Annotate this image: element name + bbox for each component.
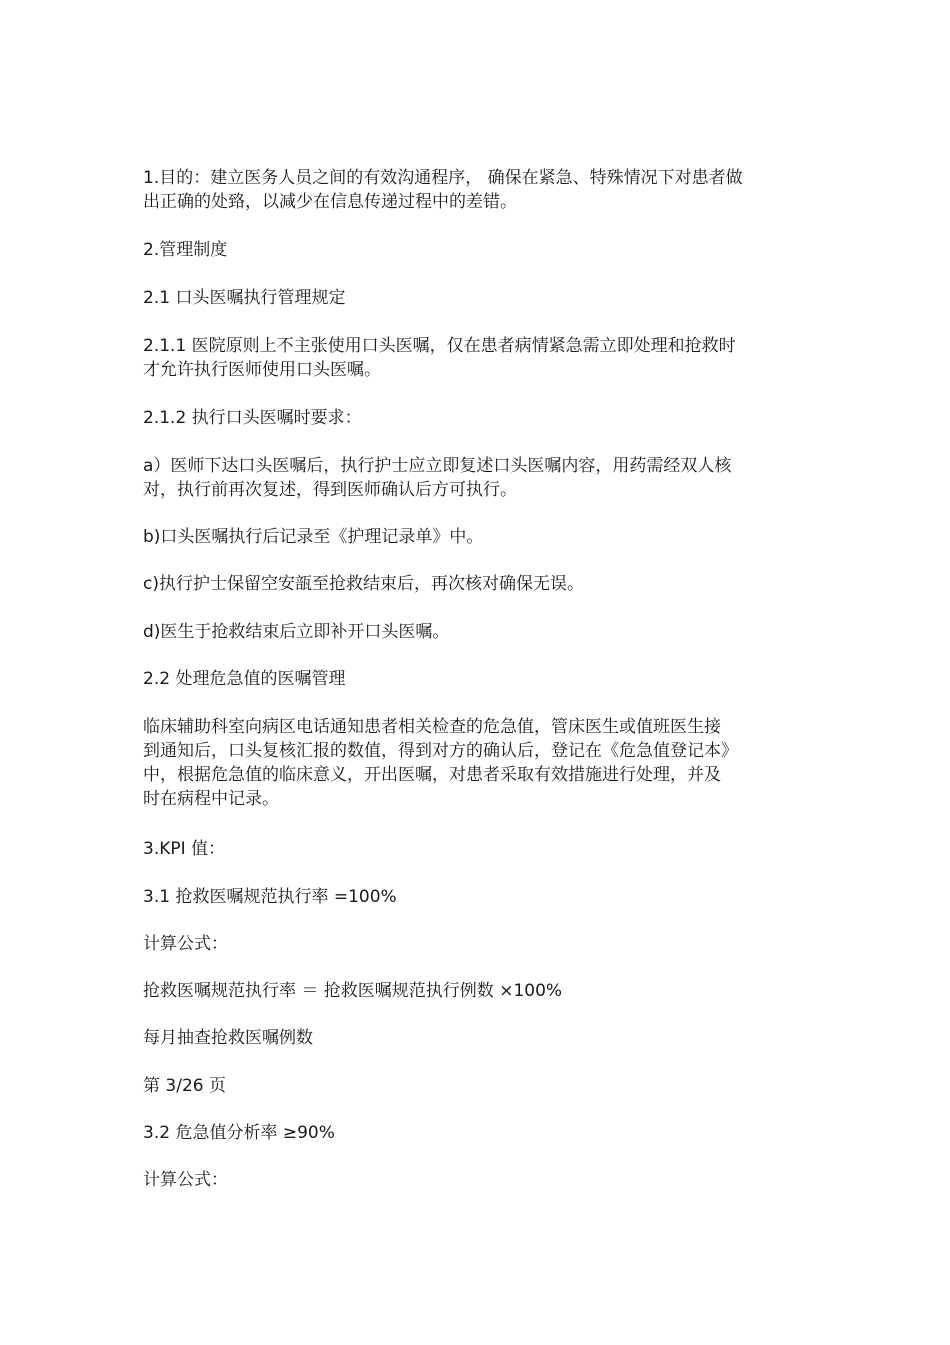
kpi-3-2: 3.2 危急值分析率 ≥90% <box>143 1123 335 1143</box>
subsection-heading-critical-values: 2.2 处理危急值的医嘱管理 <box>143 669 346 689</box>
section-heading-management: 2.管理制度 <box>143 240 228 260</box>
formula-denominator: 每月抽查抢救医嘱例数 <box>143 1028 313 1048</box>
paragraph-2-1-1: 2.1.1 医院原则上不主张使用口头医嘱，仅在患者病情紧急需立即处理和抢救时 才允许执行医师使用口头医嘱。 <box>143 336 736 380</box>
list-item-d: d)医生于抢救结束后立即补开口头医嘱。 <box>143 622 450 642</box>
list-item-c: c)执行护士保留空安瓿至抢救结束后，再次核对确保无误。 <box>143 574 584 594</box>
subsection-heading-verbal-orders: 2.1 口头医嘱执行管理规定 <box>143 288 346 308</box>
formula-label-2: 计算公式： <box>143 1170 228 1190</box>
critical-values-paragraph: 临床辅助科室向病区电话通知患者相关检查的危急值，管床医生或值班医生接 到通知后，口头复核汇报的数值，得到对方的确认后，登记在《危急值登记本》 中，根据危急值的临床意义，开出医嘱，对患者采取有效措施进行处理，并及 时在病程中记录。 <box>143 717 738 809</box>
purpose-paragraph: 1.目的：建立医务人员之间的有效沟通程序， 确保在紧急、特殊情况下对患者做 出正确的处臵，以减少在信息传递过程中的差错。 <box>143 168 743 212</box>
formula-label: 计算公式： <box>143 934 228 954</box>
page-number: 第 3/26 页 <box>143 1076 226 1096</box>
kpi-3-1: 3.1 抢救医嘱规范执行率 =100% <box>143 887 397 907</box>
list-item-b: b)口头医嘱执行后记录至《护理记录单》中。 <box>143 527 484 547</box>
paragraph-2-1-2: 2.1.2 执行口头医嘱时要求： <box>143 408 362 428</box>
section-heading-kpi: 3.KPI 值： <box>143 839 226 859</box>
formula-numerator: 抢救医嘱规范执行率 ＝ 抢救医嘱规范执行例数 ×100% <box>143 981 563 1001</box>
list-item-a: a）医师下达口头医嘱后，执行护士应立即复述口头医嘱内容，用药需经双人核 对，执行前再次复述，得到医师确认后方可执行。 <box>143 456 732 500</box>
